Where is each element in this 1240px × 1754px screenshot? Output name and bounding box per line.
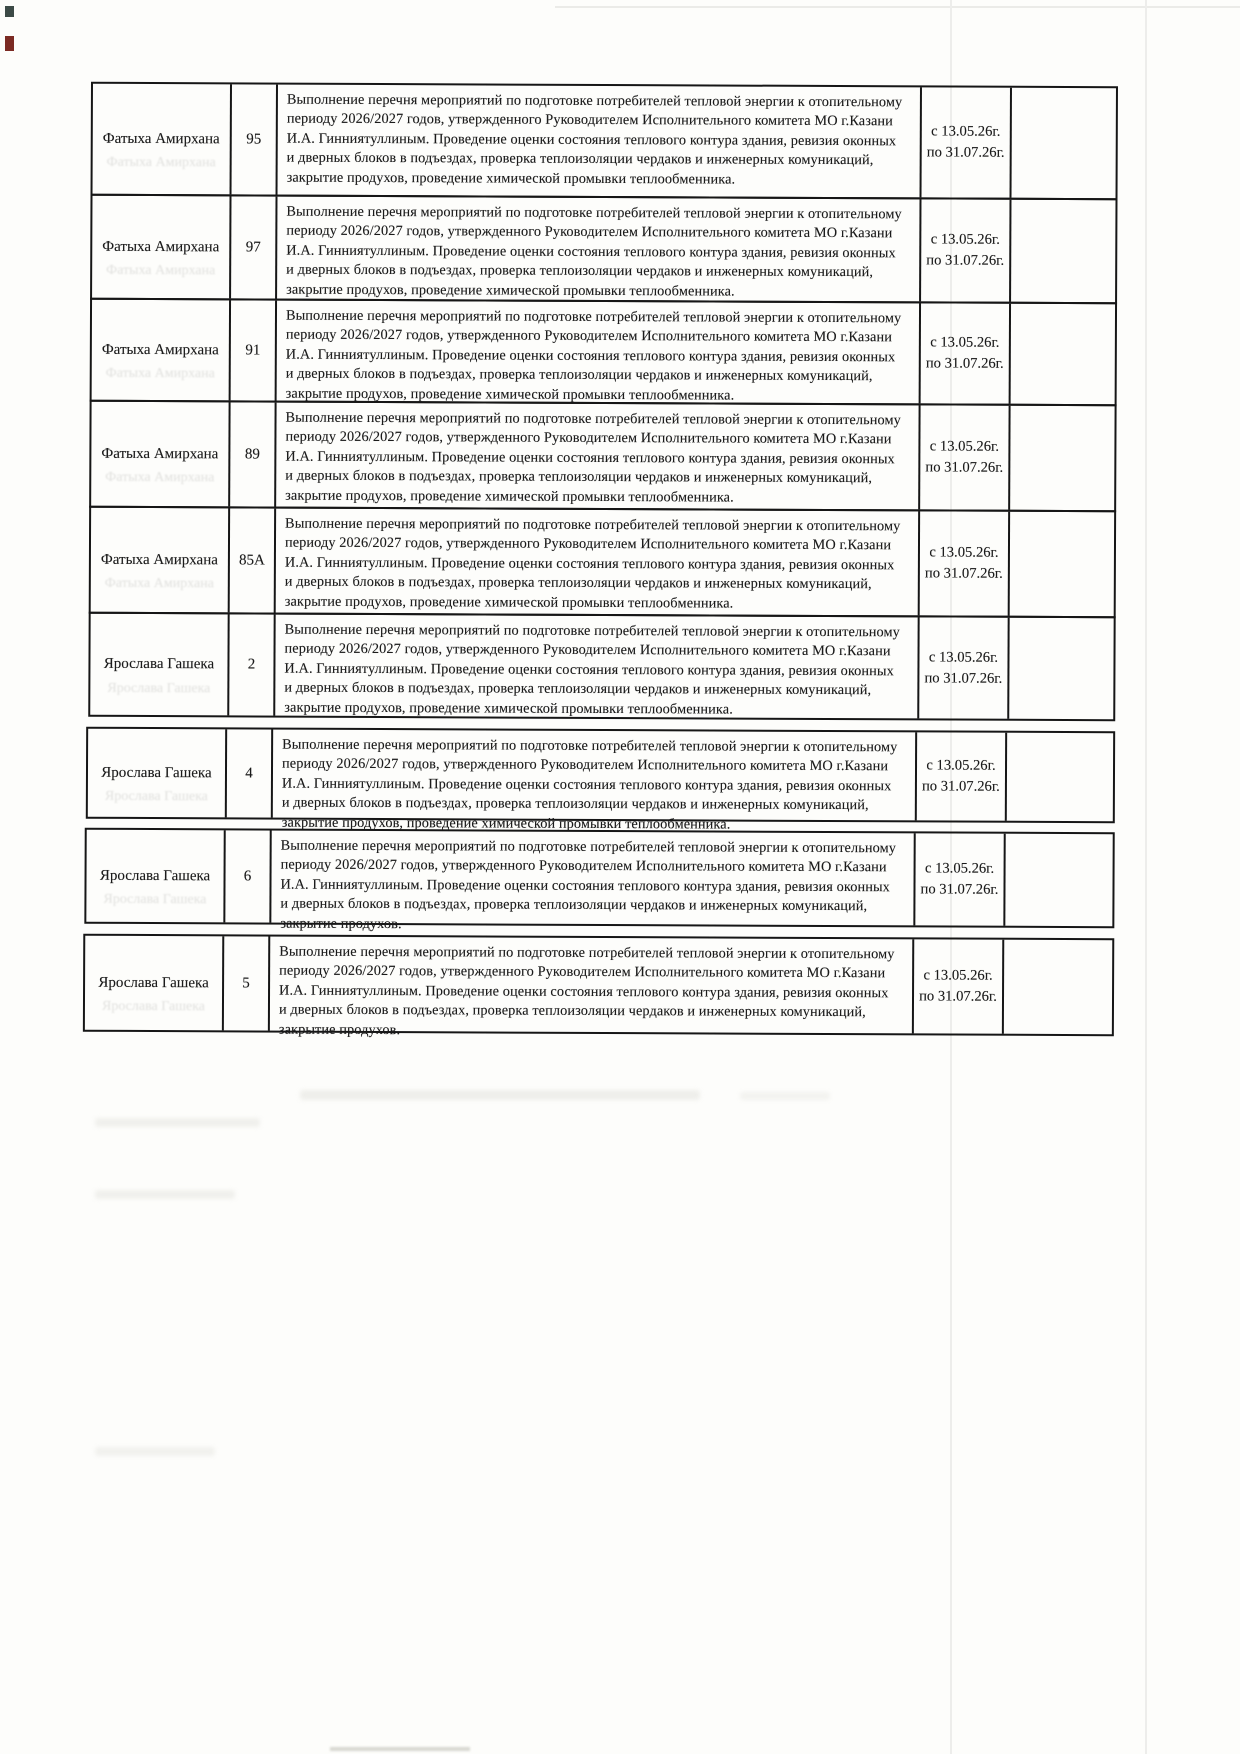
house-cell xyxy=(231,300,277,400)
description-line: закрытие продухов, проведение химической промывки теплообменника. xyxy=(286,281,735,300)
period-to: по 31.07.26г. xyxy=(920,881,999,898)
period-from: с 13.05.26г. xyxy=(929,438,1000,455)
period-from: с 13.05.26г. xyxy=(928,648,999,666)
table-row xyxy=(86,727,1115,833)
description-line: закрытие продухов, проведение химической промывки теплообменника. xyxy=(284,699,733,718)
street-cell xyxy=(88,729,227,818)
description-line: Выполнение перечня мероприятий по подготовке потребителей тепловой энергии к отопительному xyxy=(284,621,900,641)
house-cell xyxy=(227,729,273,817)
street-name: Фатыха Амирхана xyxy=(102,130,220,147)
description-line: Выполнение перечня мероприятий по подготовке потребителей тепловой энергии к отопительному xyxy=(285,515,901,535)
work-table xyxy=(87,82,1118,1036)
description-line: и дверных блоков в подъездах, проверка теплоизоляции чердаков и инженерных комуникаций, xyxy=(285,365,873,385)
house-cell xyxy=(231,196,277,298)
description-line: закрытие продухов, проведение химической промывки теплообменника. xyxy=(281,814,731,833)
house-cell xyxy=(225,830,271,922)
scan-artifact xyxy=(95,1118,260,1127)
description-cell xyxy=(276,509,920,616)
scan-artifact xyxy=(5,6,14,17)
bleedthrough-ghost: Ярослава Гашека xyxy=(103,891,207,908)
description-line: Выполнение перечня мероприятий по подготовке потребителей тепловой энергии к отопительному xyxy=(279,943,895,963)
street-cell xyxy=(93,84,232,195)
house-cell xyxy=(229,614,275,715)
description-line: и дверных блоков в подъездах, проверка теплоизоляции чердаков и инженерных комуникаций, xyxy=(280,895,868,915)
period-cell xyxy=(915,833,1005,925)
bleedthrough-ghost: Ярослава Гашека xyxy=(104,788,208,805)
house-number: 85А xyxy=(238,551,265,569)
description-line: Выполнение перечня мероприятий по подготовке потребителей тепловой энергии к отопительному xyxy=(285,307,902,327)
description-cell xyxy=(278,85,922,198)
period-to: по 31.07.26г. xyxy=(919,988,997,1005)
description-line: периоду 2026/2027 годов, утвержденного Руководителем Исполнительного комитета МО г.Казани xyxy=(281,756,889,775)
description-cell xyxy=(277,197,921,302)
description-line: и дверных блоков в подъездах, проверка теплоизоляции чердаков и инженерных комуникаций, xyxy=(286,149,874,169)
street-cell xyxy=(90,614,229,716)
period-cell xyxy=(919,617,1009,718)
street-name: Фатыха Амирхана xyxy=(100,551,218,568)
street-name: Фатыха Амирхана xyxy=(102,238,220,255)
description-line: периоду 2026/2027 годов, утвержденного Руководителем Исполнительного комитета МО г.Казани xyxy=(285,429,892,448)
period-from: с 13.05.26г. xyxy=(930,231,1000,248)
street-name: Ярослава Гашека xyxy=(98,974,209,991)
description-cell xyxy=(276,403,920,510)
description-cell xyxy=(271,831,915,932)
description-line: периоду 2026/2027 годов, утвержденного Руководителем Исполнительного комитета МО г.Казани xyxy=(284,641,891,660)
street-cell xyxy=(91,402,230,507)
period-cell xyxy=(922,87,1012,197)
bleedthrough-ghost: Фатыха Амирхана xyxy=(104,575,214,592)
description-cell xyxy=(273,730,917,833)
table-row xyxy=(89,506,1116,618)
period-cell xyxy=(917,732,1007,820)
mark-cell xyxy=(1004,940,1112,1034)
description-cell xyxy=(270,937,914,1038)
description-line: И.А. Гинниятуллиным. Проведение оценки состояния теплового контура здания, ревизия оконных xyxy=(280,876,890,896)
period-from: с 13.05.26г. xyxy=(930,334,1000,351)
street-cell xyxy=(91,508,230,613)
table-row xyxy=(90,194,1117,304)
description-line: И.А. Гинниятуллиным. Проведение оценки состояния теплового контура здания, ревизия оконных xyxy=(284,660,894,680)
period-cell xyxy=(921,303,1011,403)
period-from: с 13.05.26г. xyxy=(923,967,993,984)
house-number: 4 xyxy=(245,764,253,781)
description-line: и дверных блоков в подъездах, проверка теплоизоляции чердаков и инженерных комуникаций, xyxy=(284,573,872,593)
scan-artifact xyxy=(300,1090,700,1100)
description-line: И.А. Гинниятуллиным. Проведение оценки состояния теплового контура здания, ревизия оконных xyxy=(286,242,896,262)
street-cell xyxy=(86,830,225,923)
description-line: периоду 2026/2027 годов, утвержденного Руководителем Исполнительного комитета МО г.Казани xyxy=(286,223,893,242)
description-cell xyxy=(277,301,921,404)
table-row xyxy=(83,934,1114,1036)
street-cell xyxy=(85,936,224,1031)
scan-artifact xyxy=(95,1447,215,1456)
mark-cell xyxy=(1011,200,1115,302)
description-line: И.А. Гинниятуллиным. Проведение оценки состояния теплового контура здания, ревизия оконных xyxy=(285,448,895,468)
description-line: периоду 2026/2027 годов, утвержденного Руководителем Исполнительного комитета МО г.Казани xyxy=(279,962,886,982)
house-cell xyxy=(232,84,278,194)
mark-cell xyxy=(1005,834,1112,926)
scan-artifact xyxy=(555,6,1240,8)
table-row xyxy=(89,400,1116,512)
house-number: 2 xyxy=(247,656,256,673)
description-line: Выполнение перечня мероприятий по подготовке потребителей тепловой энергии к отопительному xyxy=(286,91,903,111)
description-line: И.А. Гинниятуллиным. Проведение оценки состояния теплового контура здания, ревизия оконных xyxy=(286,130,897,150)
description-line: И.А. Гинниятуллиным. Проведение оценки состояния теплового контура здания, ревизия оконных xyxy=(279,982,889,1002)
period-cell xyxy=(921,199,1011,301)
period-from: с 13.05.26г. xyxy=(924,860,995,877)
scan-artifact xyxy=(95,1190,235,1199)
period-to: по 31.07.26г. xyxy=(925,355,1004,372)
bleedthrough-ghost: Ярослава Гашека xyxy=(101,998,206,1015)
house-number: 89 xyxy=(244,445,260,462)
period-cell xyxy=(920,405,1010,509)
house-number: 95 xyxy=(246,130,262,148)
mark-cell xyxy=(1010,406,1114,510)
description-line: и дверных блоков в подъездах, проверка теплоизоляции чердаков и инженерных комуникаций, xyxy=(285,467,873,487)
description-cell xyxy=(275,615,919,719)
period-from: с 13.05.26г. xyxy=(931,123,1001,140)
house-number: 6 xyxy=(243,867,252,884)
description-line: И.А. Гинниятуллиным. Проведение оценки состояния теплового контура здания, ревизия оконных xyxy=(284,554,895,574)
table-row xyxy=(91,82,1118,200)
house-cell xyxy=(230,402,276,506)
period-from: с 13.05.26г. xyxy=(929,544,999,561)
description-line: периоду 2026/2027 годов, утвержденного Руководителем Исполнительного комитета МО г.Казани xyxy=(284,535,892,554)
period-to: по 31.07.26г. xyxy=(924,669,1003,687)
bleedthrough-ghost: Фатыха Амирхана xyxy=(105,365,215,382)
description-line: закрытие продухов, проведение химической промывки теплообменника. xyxy=(285,385,735,404)
street-cell xyxy=(92,300,231,401)
scan-artifact xyxy=(5,36,14,51)
period-cell xyxy=(920,511,1010,615)
bleedthrough-ghost: Фатыха Амирхана xyxy=(105,469,215,486)
street-cell xyxy=(92,196,231,299)
description-line: и дверных блоков в подъездах, проверка теплоизоляции чердаков и инженерных комуникаций, xyxy=(278,1001,866,1021)
table-row xyxy=(90,298,1117,406)
description-line: и дверных блоков в подъездах, проверка теплоизоляции чердаков и инженерных комуникаций, xyxy=(286,261,874,281)
mark-cell xyxy=(1012,88,1116,198)
table-row xyxy=(88,612,1115,721)
scan-artifact xyxy=(1145,0,1147,1754)
mark-cell xyxy=(1011,304,1115,404)
street-name: Ярослава Гашека xyxy=(103,655,215,673)
house-number: 5 xyxy=(242,974,250,991)
description-line: и дверных блоков в подъездах, проверка теплоизоляции чердаков и инженерных комуникаций, xyxy=(284,679,872,699)
description-line: И.А. Гинниятуллиным. Проведение оценки состояния теплового контура здания, ревизия оконных xyxy=(285,346,896,366)
description-line: периоду 2026/2027 годов, утвержденного Руководителем Исполнительного комитета МО г.Казани xyxy=(286,111,893,130)
description-line: периоду 2026/2027 годов, утвержденного Руководителем Исполнительного комитета МО г.Казани xyxy=(285,327,893,346)
scan-artifact xyxy=(330,1747,470,1751)
period-cell xyxy=(914,939,1004,1033)
description-line: закрытие продухов, проведение химической промывки теплообменника. xyxy=(284,593,734,612)
period-to: по 31.07.26г. xyxy=(924,565,1003,582)
description-line: Выполнение перечня мероприятий по подготовке потребителей тепловой энергии к отопительному xyxy=(280,837,897,857)
description-line: закрытие продухов. xyxy=(280,915,402,932)
mark-cell xyxy=(1010,512,1114,616)
house-cell xyxy=(224,936,270,1030)
period-to: по 31.07.26г. xyxy=(921,778,1000,795)
period-from: с 13.05.26г. xyxy=(926,757,996,774)
description-line: и дверных блоков в подъездах, проверка теплоизоляции чердаков и инженерных комуникаций, xyxy=(281,794,869,814)
description-line: Выполнение перечня мероприятий по подготовке потребителей тепловой энергии к отопительному xyxy=(286,203,902,223)
bleedthrough-ghost: Ярослава Гашека xyxy=(107,680,211,696)
bleedthrough-ghost: Фатыха Амирхана xyxy=(106,154,216,171)
street-name: Фатыха Амирхана xyxy=(101,445,219,462)
description-line: закрытие продухов, проведение химической промывки теплообменника. xyxy=(285,487,734,506)
scan-artifact xyxy=(740,1092,830,1100)
house-number: 91 xyxy=(245,341,261,359)
period-to: по 31.07.26г. xyxy=(925,459,1004,476)
period-to: по 31.07.26г. xyxy=(926,144,1005,161)
bleedthrough-ghost: Фатыха Амирхана xyxy=(106,262,216,279)
street-name: Ярослава Гашека xyxy=(101,764,212,781)
description-line: периоду 2026/2027 годов, утвержденного Руководителем Исполнительного комитета МО г.Казани xyxy=(280,857,887,876)
description-line: Выполнение перечня мероприятий по подготовке потребителей тепловой энергии к отопительному xyxy=(282,736,898,756)
house-number: 97 xyxy=(245,238,261,256)
table-row xyxy=(84,828,1114,932)
street-name: Ярослава Гашека xyxy=(99,867,211,884)
house-cell xyxy=(230,508,276,612)
period-to: по 31.07.26г. xyxy=(926,252,1005,269)
description-line: И.А. Гинниятуллиным. Проведение оценки состояния теплового контура здания, ревизия оконных xyxy=(281,775,892,795)
description-line: закрытие продухов. xyxy=(278,1021,401,1038)
description-line: Выполнение перечня мероприятий по подготовке потребителей тепловой энергии к отопительному xyxy=(285,409,901,429)
mark-cell xyxy=(1009,618,1113,719)
description-line: закрытие продухов, проведение химической промывки теплообменника. xyxy=(286,169,736,188)
mark-cell xyxy=(1007,733,1113,821)
street-name: Фатыха Амирхана xyxy=(101,341,219,358)
